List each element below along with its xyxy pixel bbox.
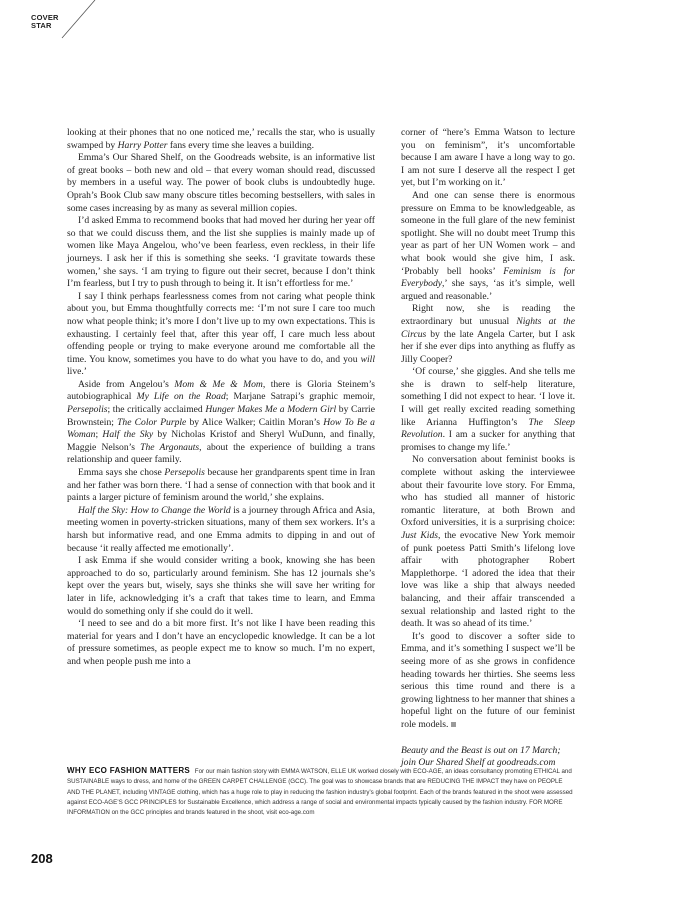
paragraph-text: It’s good to discover a softer side to Emma, and it’s something I suspect we’ll be seeing more of as she grows in confidence heading towards her thirties. She seems less serious this time round and there is a growing lightness to her manner that shines a hopeful light on the future of our feminist role models. [401,630,575,730]
article-paragraph [67,291,375,379]
article-paragraph [401,190,575,303]
paragraph-text: . I am a sucker for anything that promises to change my life.’ [401,429,575,453]
paragraph-text: Emma’s Our Shared Shelf, on the Goodreads website, is an informative list of great books – both new and old – that every woman should read, discussed by members in a useful way. The power of book clubs is undoubtedly huge. Oprah’s Book Club saw many obscure titles becoming bestsellers, with sales in some cases increasing by as many as several million copies. [67,152,375,214]
paragraph-text: I ask Emma if she would consider writing a book, knowing she has been approached to do so, particularly around feminism. She has 12 journals she’s kept over the years but, wisely, says she thinks she will save her writing for later in life, acknowledging it’s a craft that takes time to learn, and Emma would do something only if she could do it well. [67,555,375,617]
italic-title-text: Half the Sky: How to Change the World [78,504,231,516]
italic-title-text: The Color Purple [117,416,187,428]
paragraph-text: ‘Of course,’ she giggles. And she tells me she is drawn to self-help literature, something I did not expect to hear. ‘I love it. I will get really excited reading something like Arianna Huffington’s [401,366,575,428]
paragraph-text: ; [95,429,103,441]
paragraph-text: Aside from Angelou’s [78,378,175,390]
eco-fashion-box [67,766,575,818]
paragraph-text: , there is Gloria Steinem’s autobiographical [67,378,376,403]
section-label-line1: COVER [31,13,59,22]
paragraph-text: , about the experience of building a trans relationship and queer family. [67,441,375,466]
paragraph-text: corner of “here’s Emma Watson to lecture you on feminism”, it’s uncomfortable because I am aware I have a long way to go. I am not sure I deserve all the respect I get yet, but I’m working on it.’ [401,127,575,189]
section-label [31,14,59,30]
paragraph-text: by Carrie Brownstein; [67,404,375,428]
paragraph-text: I say I think perhaps fearlessness comes from not caring what people think about you, but Emma thoughtfully corrects me: ‘I’m not sure I care too much now what people think; it’s more I don’t live up to my own expectations. This is exhausting. I certainly feel that, after this year off, I care much less about offending people or trying to make everyone around me comfortable all the time. You know, sometimes you have to do what you have to do, and you [67,290,375,365]
article-paragraph [401,366,575,454]
article-paragraph [401,127,575,190]
paragraph-text: is a journey through Africa and Asia, meeting women in poverty-stricken situations, many of them sex workers. It’s a harsh but informative read, and one Emma admits to dipping in and out of because ‘it really affected me emotionally’. [67,504,375,554]
paragraph-text: ; the critically acclaimed [107,404,206,416]
article-paragraph [67,467,375,505]
article-end-mark [451,722,456,727]
italic-title-text: Hunger Makes Me a Modern Girl [205,404,337,416]
italic-title-text: The Sleep Revolution [401,416,575,441]
italic-title-text: Half the Sky [102,429,154,441]
paragraph-text: ,’ she says, ‘as it’s simple, well argued and reasonable.’ [401,278,575,302]
italic-title-text: Harry Potter [117,139,168,151]
italic-title-text: Feminism is for Everybody [401,265,575,290]
article-column-left [67,127,375,669]
article-paragraph [67,215,375,291]
paragraph-text: ; Marjane Satrapi’s graphic memoir, [225,391,375,403]
article-paragraph [401,303,575,366]
italic-title-text: Nights at the Circus [401,315,575,340]
paragraph-text: Right now, she is reading the extraordinary but unusual [401,303,575,327]
article-paragraph [67,152,375,215]
paragraph-text: , the evocative New York memoir of punk poetess Patti Smith’s lifelong love affair with photographer Robert Mapplethorpe. ‘I adored the idea that their love was like a ship that always needed balancing, and their affair transcended a sexual relationship and lasted right to the death. It was so ahead of its time.’ [401,530,575,630]
paragraph-text: fans every time she leaves a building. [167,139,314,151]
article-paragraph [401,631,575,732]
paragraph-text: looking at their phones that no one noticed me,’ recalls the star, who is usually swamped by [67,127,375,151]
paragraph-text: live.’ [67,366,87,378]
article-paragraph [401,454,575,630]
paragraph-text: Emma says she chose [78,467,165,479]
italic-title-text: How To Be a Woman [67,416,375,441]
article-paragraph [67,505,375,555]
italic-title-text: Persepolis [67,404,108,416]
paragraph-text: ‘I need to see and do a bit more first. It’s not like I have been reading this material for years and I don’t have an encyclopedic knowledge. It can be a lot of pressure sometimes, as people expect me to know so much. I’m no expert, and when people push me into a [67,618,375,667]
article-paragraph [67,127,375,152]
paragraph-text: because her grandparents spent time in Iran and her father was born there. ‘I had a sense of connection with that book and it paints a larger picture of feminism around the world,’ she explains. [67,467,376,504]
page-number: 208 [31,851,53,866]
eco-heading: WHY ECO FASHION MATTERS [67,766,191,775]
italic-title-text: Just Kids [401,530,438,541]
paragraph-text: And one can sense there is enormous pressure on Emma to be knowledgeable, as someone in the full glare of the new feminist spotlight. She will no doubt meet Trump this year as part of her UN Women work – and what book would she give him, I ask. ‘Probably bell hooks’ [401,189,575,277]
italic-title-text: The Argonauts [140,441,200,453]
paragraph-text: No conversation about feminist books is complete without asking the interviewee about their favourite love story. For Emma, who has studied all manner of historic romantic literature, at both Brown and Oxford universities, it is a surprising choice: [401,454,575,529]
paragraph-text: by the late Angela Carter, but I ask her if she ever dips into anything as fluffy as Jilly Cooper? [401,328,575,365]
italic-title-text: will [360,353,375,365]
italic-title-text: My Life on the Road [136,391,226,403]
article-paragraph [67,555,375,618]
paragraph-text: by Alice Walker; Caitlin Moran’s [186,416,324,428]
article-paragraph [67,379,375,467]
film-credit-note: Beauty and the Beast is out on 17 March; join Our Shared Shelf at goodreads.com [401,744,561,769]
eco-body: For our main fashion story with EMMA WATSON, ELLE UK worked closely with ECO-AGE, an ideas consultancy promoting ETHICAL and SUSTAINABLE ways to dress, and home of the GREEN CARPET CHALLENGE (GCC). The goal was to showcase brands that are REDUCING THE IMPACT they have on PEOPLE AND THE PLANET, including VINTAGE clothing, which has a huge role to play in reducing the fashion industry’s global footprint. Each of the brands featured in the shoot were assessed against ECO-AGE’S GCC PRINCIPLES for Sustainable Excellence, which address a range of social and environmental impacts typically caused by the fashion industry. FOR MORE INFORMATION on the GCC principles and brands featured in the shoot, visit eco-age.com [67,768,573,817]
section-label-line2: STAR [31,21,52,30]
italic-title-text: Persepolis [164,467,205,479]
paragraph-text: I’d asked Emma to recommend books that had moved her during her year off so that we could discuss them, and the list she supplies is mainly made up of women like Maya Angelou, who’ve been fearless, even reckless, in their life journeys. I ask her if this is something she seeks. ‘I gravitate towards these women,’ she says. ‘I am trying to figure out their secret, because I don’t think I’m fearless, but I try to push through to being it. It isn’t effortless for me.’ [67,215,375,290]
italic-title-text: Mom & Me & Mom [174,378,263,390]
article-paragraph [67,618,375,668]
article-column-right [401,127,575,770]
header-divider-line [0,0,100,60]
paragraph-text: by Nicholas Kristof and Sheryl WuDunn, and finally, Maggie Nelson’s [67,429,375,453]
